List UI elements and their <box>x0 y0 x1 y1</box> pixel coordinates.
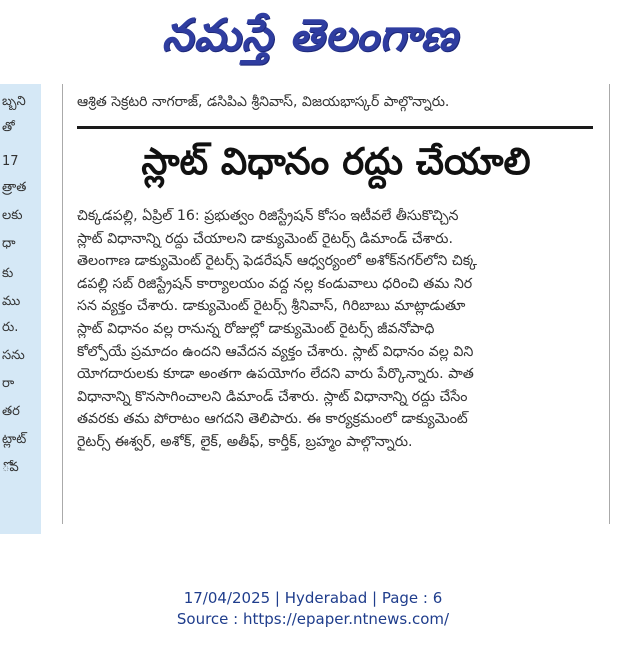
left-fragment: రా <box>2 376 15 391</box>
section-divider <box>77 126 593 129</box>
left-fragment: ము <box>2 294 21 309</box>
left-fragment: 17 <box>2 154 19 169</box>
masthead-title: నమస్తే తెలంగాణ <box>161 10 459 61</box>
body-line: కోల్పోయే ప్రమాదం ఉందని ఆవేదన వ్యక్తం చేశారు. స్లాట్ విధానం వల్ల విని <box>77 343 474 360</box>
body-line: చిక్కడపల్లి, ఏప్రిల్ 16: ప్రభుత్వం రిజిస్ట్రేషన్ కోసం ఇటీవలే తీసుకొచ్చిన <box>77 208 459 224</box>
left-fragment: సను <box>2 348 25 363</box>
left-fragment: లకు <box>2 208 23 223</box>
body-line: యోగదారులకు కూడా అంతగా ఉపయోగం లేదని వారు పేర్కొన్నారు. పాత <box>77 366 474 383</box>
body-line: తెలంగాణ డాక్యుమెంట్ రైటర్స్ ఫెడరేషన్ ఆధ్వర్యంలో అశోక్‌నగర్‌లోని చిక్క <box>77 253 477 270</box>
article-headline: స్లాట్ విధానం రద్దు చేయాలి <box>141 140 531 183</box>
body-line: స్లాట్ విధానం వల్ల రానున్న రోజుల్లో డాక్యుమెంట్ రైటర్స్ జీవనోపాధి <box>77 320 435 337</box>
body-line: డపల్లి సబ్ రిజిస్ట్రేషన్ కార్యాలయం వద్ద నల్ల కండువాలు ధరించి తమ నిర <box>77 275 473 292</box>
body-line: తవరకు తమ పోరాటం ఆగదని తెలిపారు. ఈ కార్యక్రమంలో డాక్యుమెంట్ <box>77 411 468 428</box>
body-line: సన వ్యక్తం చేశారు. డాక్యుమెంట్ రైటర్స్ శ్రీనివాస్, గిరిబాబు మాట్లాడుతూ <box>77 298 466 315</box>
body-line: విధానాన్ని కొనసాగించాలని డిమాండ్ చేశారు. స్లాట్ విధానాన్ని రద్దు చేసేం <box>77 388 468 405</box>
body-line: రైటర్స్ ఈశ్వర్, అశోక్, లైక్, అతీఫ్, కార్తీక్, బ్రహ్మం పాల్గొన్నారు. <box>77 433 413 450</box>
article-body <box>77 205 597 454</box>
left-fragment: రు. <box>2 320 19 335</box>
newspaper-masthead <box>110 2 510 80</box>
adjacent-column-strip <box>0 84 41 534</box>
body-line: స్లాట్ విధానాన్ని రద్దు చేయాలని డాక్యుమెంట్ రైటర్స్ డిమాండ్ చేశారు. <box>77 230 453 247</box>
left-fragment: ోవ <box>2 460 19 475</box>
left-fragment: ట్లాట్ <box>2 432 27 447</box>
left-fragment: తో <box>2 120 15 135</box>
left-fragment: బ్బని <box>2 94 26 109</box>
left-fragment: కు <box>2 266 14 281</box>
source-link[interactable]: Source : https://epaper.ntnews.com/ <box>176 610 450 628</box>
left-fragment: ధా <box>2 236 16 251</box>
article-column <box>62 84 610 524</box>
publication-info: 17/04/2025 | Hyderabad | Page : 6 <box>183 589 443 607</box>
left-fragment: తర <box>2 404 20 419</box>
previous-article-line: ఆశ్రిత సెక్రటరి నాగరాజ్, డసిపిఎ శ్రీనివాస్, విజయభాస్కర్ పాల్గొన్నారు. <box>77 94 450 110</box>
left-fragment: త్రాత <box>2 180 27 195</box>
